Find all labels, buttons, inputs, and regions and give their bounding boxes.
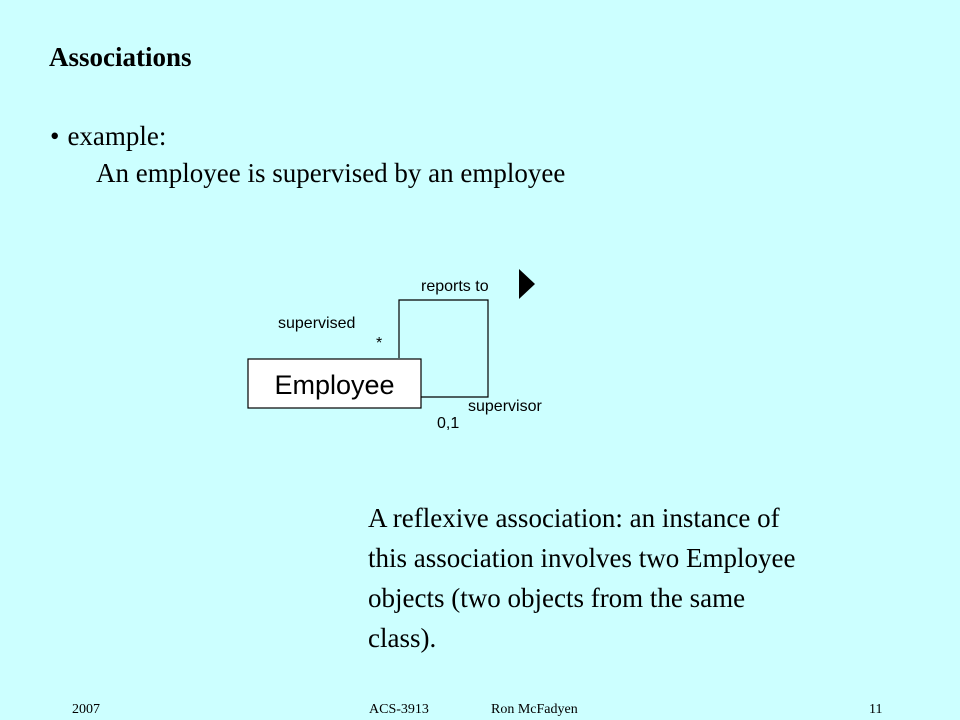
role-supervisor: supervisor — [468, 398, 542, 415]
bullet-dot-icon: • — [50, 121, 60, 151]
description-line: this association involves two Employee — [368, 543, 796, 573]
example-sentence: An employee is supervised by an employee — [96, 158, 566, 188]
slide-title: Associations — [49, 42, 192, 72]
footer-author: Ron McFadyen — [491, 702, 578, 717]
employee-class-name: Employee — [274, 370, 395, 400]
description-paragraph — [368, 498, 888, 658]
footer-year: 2007 — [72, 702, 100, 717]
description-line: class). — [368, 623, 437, 653]
description-line: objects (two objects from the same — [368, 583, 746, 613]
multiplicity-many: * — [376, 335, 383, 352]
role-supervised: supervised — [278, 315, 356, 332]
description-line: A reflexive association: an instance of — [368, 503, 780, 533]
association-name: reports to — [421, 278, 489, 295]
footer-page-number: 11 — [869, 702, 883, 717]
direction-arrow-icon — [519, 269, 535, 299]
multiplicity-zero-one: 0,1 — [437, 415, 460, 432]
bullet-text: example: — [67, 121, 167, 151]
footer-course: ACS-3913 — [369, 702, 429, 717]
